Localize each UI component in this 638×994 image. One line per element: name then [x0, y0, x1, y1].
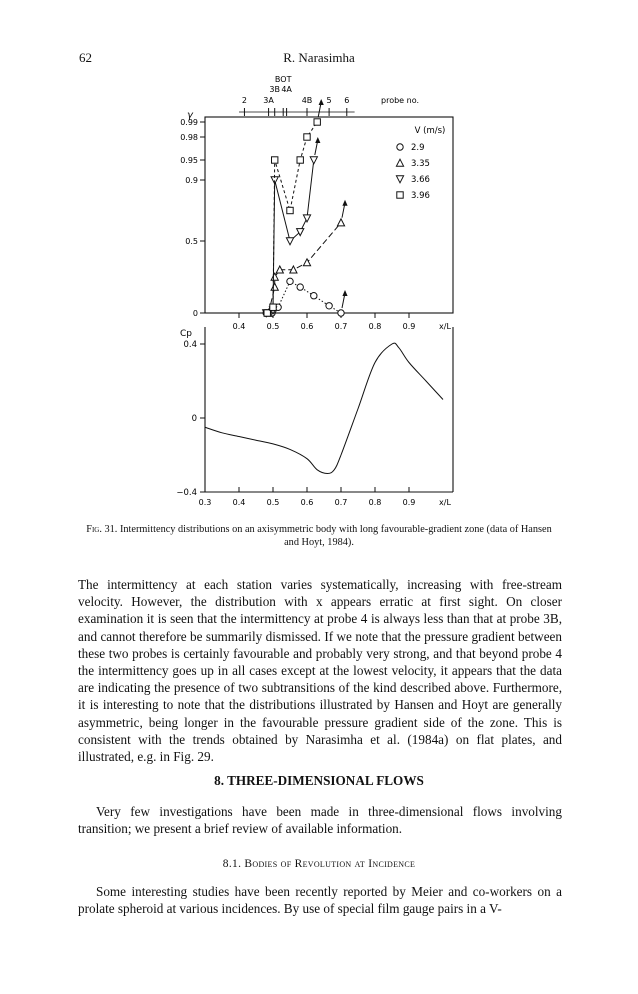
- series-arrow-head-circle: [342, 290, 347, 296]
- series-point-triangle-up-1: [271, 283, 278, 290]
- series-point-triangle-down-3: [286, 238, 293, 245]
- y-tick-label-1: 0.5: [185, 237, 198, 246]
- series-arrow-head-triangle-up: [342, 200, 347, 206]
- y-tick-label-5: 0.99: [180, 118, 198, 127]
- legend-marker-triangle-up: [396, 159, 403, 166]
- legend-label-triangle-down: 3.66: [411, 175, 430, 185]
- series-point-circle-7: [326, 303, 332, 309]
- cp-y-tick-label-2: −0.4: [176, 488, 197, 498]
- page-number: 62: [79, 50, 92, 65]
- series-point-triangle-up-6: [337, 219, 344, 226]
- cp-axis-label: Cp: [180, 329, 192, 339]
- figure-caption: [78, 523, 560, 549]
- figure-caption-text: Intermittency distributions on an axisymmetric body with long favourable-gradient zone (data of Hansen and Hoyt, 1984).: [119, 524, 552, 548]
- top-x-axis-label: x/L: [439, 322, 451, 331]
- y-axis-label-gamma: γ: [187, 110, 193, 121]
- cp-y-tick-label-0: 0.4: [183, 340, 197, 350]
- cp-x-tick-label-3: 0.6: [300, 498, 314, 507]
- legend-title: V (m/s): [414, 126, 446, 136]
- top-x-tick-label-3: 0.7: [334, 322, 348, 331]
- series-arrow-head-triangle-down: [315, 137, 320, 143]
- y-tick-label-2: 0.9: [185, 176, 198, 185]
- probe-label-3: BOT: [274, 75, 292, 84]
- legend-label-circle: 2.9: [411, 143, 425, 153]
- series-point-circle-6: [311, 293, 317, 299]
- paragraph-3: Some interesting studies have been recently reported by Meier and co-workers on a prolate spheroid at various incidences. By use of special film gauge pairs in a V-: [78, 884, 562, 917]
- series-point-square-5: [304, 134, 310, 140]
- series-point-square-3: [287, 207, 293, 213]
- series-point-square-6: [314, 119, 320, 125]
- series-point-triangle-up-5: [303, 259, 310, 266]
- series-point-square-2: [272, 157, 278, 163]
- top-x-tick-label-1: 0.5: [266, 322, 280, 331]
- cp-y-tick-label-1: 0: [191, 414, 197, 424]
- legend: [396, 126, 445, 201]
- section-heading: 8. THREE-DIMENSIONAL FLOWS: [214, 773, 424, 788]
- probe-label-2: 3B: [269, 85, 280, 94]
- top-x-tick-label-5: 0.9: [402, 322, 416, 331]
- series-point-circle-4: [287, 278, 293, 284]
- probe-label-1: 3A: [263, 96, 274, 105]
- top-x-tick-label-4: 0.8: [368, 322, 382, 331]
- series-point-square-4: [297, 157, 303, 163]
- legend-marker-triangle-down: [396, 176, 403, 183]
- cp-x-tick-label-1: 0.4: [232, 498, 246, 507]
- legend-label-triangle-up: 3.35: [411, 159, 430, 169]
- subsection-heading: 8.1. Bodies of Revolution at Incidence: [222, 858, 416, 870]
- pressure-coefficient-chart: [176, 327, 453, 507]
- legend-label-square: 3.96: [411, 191, 430, 201]
- series-point-square-1: [270, 304, 276, 310]
- legend-marker-square: [397, 192, 403, 198]
- paragraph-1: The intermittency at each station varies systematically, increasing with free-stream velocity. However, the distribution with x appears erratic at first sight. On closer examination it is seen that the intermittency at probe 4 is always less than that at probe 3B, and cannot therefore be summarily dismissed. If we note that the pressure gradient between these two probes is certainly favourable and probably very strong, and that beyond probe 4 the intermittency goes up in all cases except at the lowest velocity, it appears that the data are indicating the presence of two subtransitions of the kind described above. Furthermore, it is interesting to note that the distributions illustrated by Hansen and Hoyt are generally asymmetric, being longer in the favourable pressure gradient side of the zone. This is consistent with the trends obtained by Narasimha et al. (1984a) on flat plates, and illustrated, e.g. in Fig. 29.: [78, 577, 562, 765]
- figure-label: Fig. 31.: [86, 524, 118, 535]
- probe-label-0: 2: [241, 96, 247, 105]
- y-tick-label-0: 0: [192, 309, 198, 318]
- probe-label-6: 5: [326, 96, 332, 105]
- paragraph-2: Very few investigations have been made in three-dimensional flows involving transition; we present a brief review of available information.: [78, 804, 562, 837]
- cp-curve: [205, 343, 443, 473]
- top-x-tick-label-0: 0.4: [232, 322, 246, 331]
- cp-x-tick-label-4: 0.7: [334, 498, 348, 507]
- cp-x-tick-label-5: 0.8: [368, 498, 382, 507]
- probe-label-4: 4A: [281, 85, 292, 94]
- cp-x-tick-label-7: x/L: [439, 498, 451, 507]
- series-point-triangle-down-6: [310, 157, 317, 164]
- series-point-triangle-down-5: [303, 215, 310, 222]
- y-tick-label-4: 0.98: [180, 133, 198, 142]
- top-x-tick-label-2: 0.6: [300, 322, 314, 331]
- cp-x-tick-label-2: 0.5: [266, 498, 280, 507]
- legend-marker-circle: [397, 144, 403, 150]
- probe-label-7: 6: [344, 96, 350, 105]
- series-point-circle-5: [297, 284, 303, 290]
- probe-axis-label: probe no.: [381, 96, 419, 105]
- series-point-circle-8: [338, 310, 344, 316]
- intermittency-chart: [180, 75, 453, 331]
- series-arrow-head-square: [319, 99, 324, 105]
- y-tick-label-3: 0.95: [180, 156, 198, 165]
- probe-label-5: 4B: [301, 96, 313, 105]
- running-title: R. Narasimha: [283, 50, 355, 65]
- cp-x-tick-label-0: 0.3: [198, 498, 212, 507]
- cp-x-tick-label-6: 0.9: [402, 498, 416, 507]
